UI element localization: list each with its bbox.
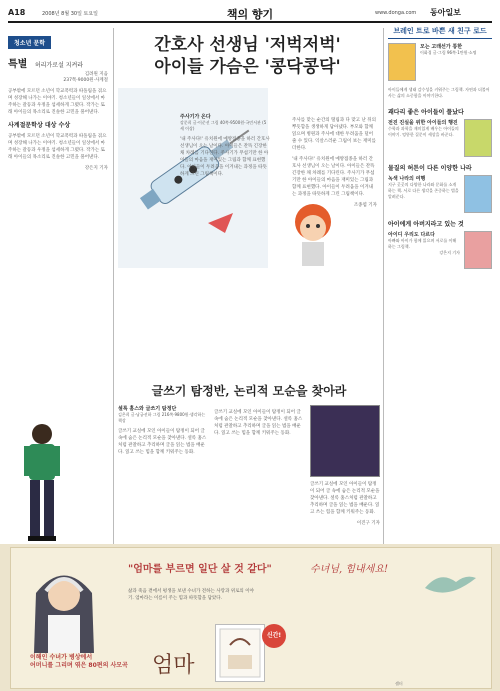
right-book-4-title: 아이디 우리도 다르다 [388,232,435,238]
second-body-2: 글쓰기 교실에 모인 아이들이 탐정이 되어 글 속에 숨은 논리적 모순을 찾아낸다. 셜록 홈스처럼 관찰하고 추리하며 글을 읽는 법을 배운다. 읽고 쓰는 힘을 함께 키워주는 동화. [214,410,303,436]
column-subtitle: 허리가로설 지켜라 [34,62,84,69]
column-reporter: 강은지 기자 [84,166,108,171]
main-reporter: 조종엽 기자 [353,203,377,208]
right-item-2-head: 괘다리 좋은 아이들이 풀났다 [388,109,464,116]
right-book-1-cover [388,43,416,81]
ad-publisher: 샘터 [395,681,403,686]
ad-book-image[interactable] [215,624,265,682]
main-body-2: 주사를 맞는 순간의 떨림과 다 맞고 난 뒤의 뿌듯함을 생생하게 담아냈다. 부모와 함께 읽으며 병원과 주사에 대한 두려움을 덜어줄 수 있다. 익살스러운 그림이 보는 재미를 더한다. [292,118,376,151]
column-tag: 청소년 문학 [8,36,51,49]
right-book-2 [388,119,492,157]
second-col2 [214,405,304,527]
column-left [8,30,108,172]
right-item-3-head: 물질의 허튼이 다른 이양한 나라 [388,165,472,172]
right-book-2-body: 수학과 과학을 재미있게 배우는 아이들의 이야기. 엉뚱한 질문이 세상을 바꾼다. [388,126,459,137]
section-title: 책의 향기 [226,8,274,21]
right-book-1-title: 모는 고래선가 통한 [420,44,463,50]
right-book-3-text [388,175,460,213]
second-headline: 글쓰기 탐정반, 논리적 모순을 찾아라 [151,384,347,398]
column-author: 김려원 지음 [84,72,108,77]
ad-body: 삶과 죽음 곁에서 평생을 보낸 수녀가 전하는 사랑과 위로의 이야기. 엄마라는 이름이 주는 힘과 따뜻함을 담았다. [128,589,254,601]
right-divider [383,28,384,544]
main-book-info: 강문희 글·이준선 그림 40쪽·9500원·국민서관 (5세 이상) [180,120,267,131]
right-book-1-text [420,43,477,81]
ad-tagline-2: 어머니를 그리며 엮은 80편의 사모곡 [30,662,128,669]
column-publisher: 237쪽·9000원·사계절 [63,78,108,83]
page-number: A18 [8,8,26,17]
right-book-3-body: 지구 곳곳의 다양한 나라와 문화를 소개하는 책. 서로 다른 생각을 존중하는 법을 알려준다. [388,182,459,199]
main-book-title: 주사기가 온다 [180,114,211,120]
masthead-logo: 동아일보 [430,7,461,17]
second-col1 [118,405,208,527]
site-url[interactable]: www.donga.com [375,10,417,16]
main-article-col2 [292,113,377,209]
main-body-3: '내 주사다!' 유치원에 예방접종을 하러 간호사 선생님이 오는 날이다. 아이들은 잔뜩 긴장한 채 차례를 기다린다. 주사기가 무섭기만 한 아이들의 마음을 재미있는 그림과 함께 표현했다. 아이들이 두려움을 이겨내는 과정을 따뜻하게 그린 그림책이다. [292,157,375,197]
right-column-header: 브레인 트로 바쁜 새 친구 로드 [388,26,492,39]
second-body: 글쓰기 교실에 모인 아이들이 탐정이 되어 글 속에 숨은 논리적 모순을 찾아낸다. 셜록 홈스처럼 관찰하고 추리하며 글을 읽는 법을 배운다. 읽고 쓰는 힘을 함께 키워주는 동화. [118,429,207,455]
column-title [8,55,108,70]
right-book-1 [388,43,492,81]
headline-line-1: 간호사 선생님 '저벅저벅' [154,35,341,55]
second-reporter: 이진구 기자 [356,521,380,526]
column-book-meta [8,72,108,84]
ad-right-headline: 수녀님, 힘내세요! [310,564,388,575]
right-book-2-cover [464,119,492,157]
right-book-4 [388,231,492,269]
main-article-col1 [180,113,270,178]
right-book-4-text [388,231,460,269]
second-article [118,382,380,527]
column-subhead: 사계절문학상 대상 수상 [8,122,71,129]
column-divider [113,28,114,544]
main-body: '내 주사다!' 유치원에 예방접종을 하러 간호사 선생님이 오는 날이다. 아이들은 잔뜩 긴장한 채 차례를 기다린다. 주사기가 무섭기만 한 아이들의 마음을 재미있는 그림과 함께 표현했다. 아이들이 두려움을 이겨내는 과정을 따뜻하게 그린 그림책이다. [180,137,270,177]
second-col3 [310,405,380,527]
right-book-4-cover [464,231,492,269]
right-item-4-head: 아이에게 아버지라고 있는 것 [388,221,464,228]
nun-photo [24,553,104,653]
ad-headline: "엄마를 부르면 일단 살 것 같다" [128,564,272,575]
right-column [388,26,492,275]
right-reporter: 강은지 기자 [439,250,460,255]
right-book-3-title: 녹색 나라의 여행 [388,176,426,182]
right-book-1-info: 이화경 글·그림 96쪽·1만원·소명 [420,50,477,55]
bird-icon [420,560,480,600]
new-release-badge: 신간! [262,624,286,648]
right-book-1-body: 아이들에게 생태 감수성을 키워주는 그림책. 자연과 더불어 사는 삶의 소중함을 이야기한다. [388,87,490,98]
main-headline [120,34,375,78]
header-rule [8,21,492,23]
ad-book-title: 엄마 [152,653,195,678]
right-book-4-body: 아빠와 아이가 함께 읽으며 서로를 이해하는 그림책. [388,238,457,249]
page-header [0,0,500,22]
right-book-3 [388,175,492,213]
issue-date: 2008년 8월 30일 토요일 [42,11,99,17]
column-title-text: 특별 [8,59,28,70]
second-book-title: 셜록 홈스와 글쓰기 탐정단 [118,406,177,412]
second-body-3: 글쓰기 교실에 모인 아이들이 탐정이 되어 글 속에 숨은 논리적 모순을 찾아낸다. 셜록 홈스처럼 관찰하고 추리하며 글을 읽는 법을 배운다. 읽고 쓰는 힘을 함께 키워주는 동화. [310,482,380,515]
boy-illustration [288,200,338,270]
right-book-2-text [388,119,460,157]
second-book-info: 김은희 글·남궁선하 그림 216쪽·9800원·생각하는책상 [118,412,206,423]
headline-line-2: 아이들 가슴은 '콩닥콩닥' [154,57,341,77]
right-book-3-cover [464,175,492,213]
column-body-2: 공부밖에 모르던 소년이 학교폭력과 따돌림을 겪으며 성장해 나가는 이야기. 청소년들이 일상에서 마주하는 갈등과 우정을 섬세하게 그렸다. 작가는 또래 아이들의 목소리로 진솔한 고민을 풀어낸다. [8,134,107,160]
student-photo [12,420,72,550]
second-book-cover [310,405,380,477]
right-book-2-title: 전진 진실을 위한 아이들의 행진 [388,120,458,126]
ad-tagline-1: 이해인 수녀가 병상에서 [30,654,93,661]
second-article-body [118,405,380,527]
column-body: 공부밖에 모르던 소년이 학교폭력과 따돌림을 겪으며 성장해 나가는 이야기. 청소년들이 일상에서 마주하는 갈등과 우정을 섬세하게 그렸다. 작가는 또래 아이들의 목소리로 진솔한 고민을 풀어낸다. [8,89,107,115]
